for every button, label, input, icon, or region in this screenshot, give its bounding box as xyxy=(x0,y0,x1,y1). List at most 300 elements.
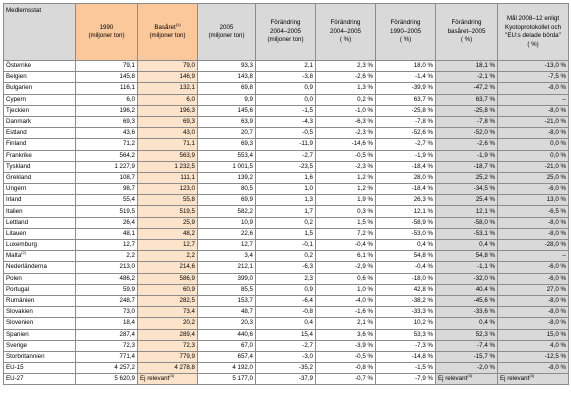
value-cell xyxy=(198,295,256,306)
value-cell xyxy=(76,116,138,127)
value-cell xyxy=(138,184,198,195)
cell-text: -1,5 xyxy=(302,106,313,114)
value-cell xyxy=(256,262,316,273)
cell-text: -6,3 % xyxy=(355,118,373,126)
cell-text: 63,7 % xyxy=(475,95,495,103)
cell-text: 0,3 % xyxy=(357,207,373,215)
cell-text: 248,7 xyxy=(119,297,135,305)
value-cell xyxy=(256,139,316,150)
value-cell xyxy=(498,284,569,295)
cell-text: -1,1 % xyxy=(477,263,495,271)
cell-text: 4,0 % xyxy=(550,341,566,349)
header-row xyxy=(4,4,569,61)
value-cell xyxy=(498,128,569,139)
cell-text: Grekland xyxy=(6,173,32,181)
cell-text: 1,5 % xyxy=(357,218,373,226)
value-cell xyxy=(198,240,256,251)
cell-text: -0,1 xyxy=(302,241,313,249)
cell-text: Slovenien xyxy=(6,319,34,327)
footnote-marker: (2) xyxy=(21,250,27,256)
cell-text: 2,3 % xyxy=(357,62,373,70)
cell-text: -3,0 xyxy=(302,352,313,360)
header-text-line: Förändring xyxy=(330,19,361,27)
value-cell xyxy=(376,139,436,150)
cell-text: 0,4 % xyxy=(479,241,495,249)
value-cell xyxy=(138,240,198,251)
value-cell xyxy=(316,72,376,83)
cell-text: 2,2 xyxy=(126,252,135,260)
cell-text: 43,6 xyxy=(122,129,135,137)
footnote-marker: (3) xyxy=(169,373,175,379)
value-cell xyxy=(436,128,498,139)
cell-text: 123,0 xyxy=(179,185,195,193)
cell-text: 98,7 xyxy=(122,185,135,193)
value-cell xyxy=(498,262,569,273)
value-cell xyxy=(256,161,316,172)
cell-text: 145,6 xyxy=(237,106,253,114)
value-cell xyxy=(498,161,569,172)
header-text-line: (miljoner ton) xyxy=(267,36,304,44)
value-cell xyxy=(498,228,569,239)
footnote-marker: (1) xyxy=(175,21,181,27)
cell-text: 79,1 xyxy=(122,62,135,70)
cell-text: 0,0 xyxy=(304,95,313,103)
cell-text: 54,8 % xyxy=(413,252,433,260)
cell-text: 0,2 xyxy=(304,252,313,260)
cell-text: -7,8 % xyxy=(415,118,433,126)
table-row xyxy=(4,150,569,161)
value-cell xyxy=(498,195,569,206)
cell-text: 771,4 xyxy=(119,352,135,360)
cell-text: -0,7 % xyxy=(355,375,373,383)
cell-text: Tyskland xyxy=(6,162,31,170)
value-cell xyxy=(316,351,376,362)
cell-text: 72,3 xyxy=(122,341,135,349)
cell-text: -58,0 % xyxy=(473,218,495,226)
cell-text: 0,2 xyxy=(304,218,313,226)
cell-text: -14,8 % xyxy=(411,352,433,360)
cell-text: 20,3 xyxy=(240,319,253,327)
cell-text: -6,0 % xyxy=(548,185,566,193)
value-cell xyxy=(316,318,376,329)
cell-text: 63,7 % xyxy=(413,95,433,103)
cell-text: 80,5 xyxy=(240,185,253,193)
value-cell xyxy=(198,94,256,105)
cell-text: 28,0 % xyxy=(413,173,433,181)
cell-text: -35,2 xyxy=(298,364,313,372)
cell-text: 71,2 xyxy=(122,140,135,148)
value-cell xyxy=(436,184,498,195)
value-cell xyxy=(256,307,316,318)
cell-text: 25,9 xyxy=(182,218,195,226)
cell-text: -37,9 xyxy=(298,375,313,383)
value-cell xyxy=(376,284,436,295)
cell-text: -0,4 % xyxy=(355,241,373,249)
value-cell xyxy=(316,307,376,318)
cell-text: -7,9 % xyxy=(415,375,433,383)
cell-text: -1,6 % xyxy=(355,308,373,316)
footnote-marker: (3) xyxy=(529,373,535,379)
header-kyoto-target-pct xyxy=(498,4,569,61)
cell-text: 2,2 xyxy=(186,252,195,260)
value-cell xyxy=(138,139,198,150)
cell-text: 519,5 xyxy=(179,207,195,215)
value-cell xyxy=(498,251,569,262)
member-state-cell xyxy=(4,307,76,318)
cell-text: 196,2 xyxy=(119,106,135,114)
cell-text: 4 278,8 xyxy=(174,364,195,372)
cell-text: 1 001,5 xyxy=(232,162,253,170)
value-cell xyxy=(316,172,376,183)
value-cell xyxy=(376,351,436,362)
cell-text: 5 177,0 xyxy=(232,375,253,383)
table-row xyxy=(4,262,569,273)
value-cell xyxy=(498,363,569,374)
cell-text: -0,8 % xyxy=(355,364,373,372)
emissions-table-container xyxy=(3,3,568,385)
value-cell xyxy=(256,94,316,105)
value-cell xyxy=(76,128,138,139)
table-row xyxy=(4,72,569,83)
cell-text: 399,0 xyxy=(237,274,253,282)
value-cell xyxy=(316,340,376,351)
cell-text: Ej relevant xyxy=(500,375,530,383)
cell-text: 1,3 xyxy=(304,196,313,204)
cell-text: Irland xyxy=(6,196,22,204)
value-cell xyxy=(316,83,376,94)
header-text-line: (miljoner ton) xyxy=(88,32,125,39)
value-cell xyxy=(256,251,316,262)
cell-text: 3,4 xyxy=(244,252,253,260)
cell-text: 85,5 xyxy=(240,285,253,293)
value-cell xyxy=(256,172,316,183)
table-row xyxy=(4,318,569,329)
value-cell xyxy=(76,161,138,172)
value-cell xyxy=(316,139,376,150)
value-cell xyxy=(498,217,569,228)
value-cell xyxy=(376,61,436,72)
value-cell xyxy=(138,206,198,217)
cell-text: 0,0 % xyxy=(550,140,566,148)
cell-text: 0,9 xyxy=(304,84,313,92)
value-cell xyxy=(76,83,138,94)
cell-text: 6,0 xyxy=(186,95,195,103)
cell-text: 1 227,9 xyxy=(114,162,135,170)
value-cell xyxy=(256,83,316,94)
value-cell xyxy=(376,94,436,105)
value-cell xyxy=(436,172,498,183)
value-cell xyxy=(376,184,436,195)
member-state-cell xyxy=(4,195,76,206)
value-cell xyxy=(436,150,498,161)
cell-text: Spanien xyxy=(6,330,29,338)
value-cell xyxy=(76,251,138,262)
member-state-cell xyxy=(4,61,76,72)
cell-text: -21,0 % xyxy=(544,162,566,170)
value-cell xyxy=(138,161,198,172)
cell-text: 1 232,5 xyxy=(174,162,195,170)
table-row xyxy=(4,94,569,105)
cell-text: -8,0 % xyxy=(548,319,566,327)
value-cell xyxy=(498,240,569,251)
value-cell xyxy=(138,105,198,116)
value-cell xyxy=(376,363,436,374)
value-cell xyxy=(316,284,376,295)
header-change-2004-2005-pct xyxy=(316,4,376,61)
cell-text: 287,4 xyxy=(119,330,135,338)
value-cell xyxy=(498,307,569,318)
value-cell xyxy=(316,161,376,172)
value-cell xyxy=(76,172,138,183)
cell-text: -12,5 % xyxy=(544,352,566,360)
value-cell xyxy=(138,273,198,284)
value-cell xyxy=(76,228,138,239)
cell-text: -7,3 % xyxy=(415,341,433,349)
cell-text: 67,0 xyxy=(240,341,253,349)
cell-text: Malta xyxy=(6,252,22,260)
table-row xyxy=(4,61,569,72)
value-cell xyxy=(198,318,256,329)
table-row xyxy=(4,172,569,183)
value-cell xyxy=(198,351,256,362)
member-state-cell xyxy=(4,262,76,273)
cell-text: 48,2 xyxy=(182,229,195,237)
value-cell xyxy=(376,217,436,228)
value-cell xyxy=(376,340,436,351)
value-cell xyxy=(198,184,256,195)
value-cell xyxy=(376,83,436,94)
header-base-year xyxy=(138,4,198,61)
value-cell xyxy=(256,195,316,206)
value-cell xyxy=(76,206,138,217)
cell-text: -14,6 % xyxy=(351,140,373,148)
header-text-line: Kyotoprotokollet och xyxy=(504,23,562,31)
value-cell xyxy=(498,340,569,351)
value-cell xyxy=(436,61,498,72)
value-cell xyxy=(256,72,316,83)
header-change-2004-2005-mt xyxy=(256,4,316,61)
value-cell xyxy=(138,351,198,362)
member-state-cell xyxy=(4,284,76,295)
cell-text: 69,9 xyxy=(240,196,253,204)
value-cell xyxy=(198,329,256,340)
table-row xyxy=(4,116,569,127)
cell-text: -18,7 % xyxy=(473,162,495,170)
value-cell xyxy=(436,72,498,83)
cell-text: 12,1 % xyxy=(413,207,433,215)
value-cell xyxy=(436,374,498,385)
member-state-cell xyxy=(4,374,76,385)
cell-text: Cypern xyxy=(6,95,26,103)
value-cell xyxy=(198,61,256,72)
cell-text: 73,0 xyxy=(122,308,135,316)
value-cell xyxy=(198,116,256,127)
value-cell xyxy=(76,295,138,306)
value-cell xyxy=(376,262,436,273)
value-cell xyxy=(198,273,256,284)
table-row xyxy=(4,374,569,385)
value-cell xyxy=(256,363,316,374)
cell-text: -2,7 xyxy=(302,341,313,349)
cell-text: 779,9 xyxy=(179,352,195,360)
table-row xyxy=(4,206,569,217)
header-1990 xyxy=(76,4,138,61)
cell-text: – xyxy=(562,95,566,103)
value-cell xyxy=(198,374,256,385)
value-cell xyxy=(76,363,138,374)
cell-text: 0,4 xyxy=(304,319,313,327)
value-cell xyxy=(256,273,316,284)
cell-text: -0,4 % xyxy=(415,263,433,271)
cell-text: 519,5 xyxy=(119,207,135,215)
cell-text: -39,9 % xyxy=(411,84,433,92)
cell-text: 79,0 xyxy=(182,62,195,70)
cell-text: -13,0 % xyxy=(544,62,566,70)
value-cell xyxy=(256,184,316,195)
value-cell xyxy=(436,295,498,306)
member-state-cell xyxy=(4,295,76,306)
value-cell xyxy=(256,116,316,127)
cell-text: -8,0 % xyxy=(548,229,566,237)
cell-text: 2,3 xyxy=(304,274,313,282)
cell-text: -2,6 % xyxy=(477,140,495,148)
cell-text: 12,7 xyxy=(122,241,135,249)
header-text-line: ( %) xyxy=(339,36,352,44)
member-state-cell xyxy=(4,116,76,127)
value-cell xyxy=(498,116,569,127)
value-cell xyxy=(436,307,498,318)
value-cell xyxy=(498,318,569,329)
cell-text: 20,7 xyxy=(240,129,253,137)
value-cell xyxy=(76,195,138,206)
cell-text: -11,9 xyxy=(299,140,313,148)
value-cell xyxy=(436,340,498,351)
cell-text: -7,5 % xyxy=(548,73,566,81)
value-cell xyxy=(436,161,498,172)
cell-text: 108,7 xyxy=(119,173,135,181)
header-text-line: Medlemsstat xyxy=(6,7,42,14)
value-cell xyxy=(376,307,436,318)
value-cell xyxy=(198,206,256,217)
cell-text: 15,4 xyxy=(300,330,313,338)
member-state-cell xyxy=(4,240,76,251)
value-cell xyxy=(498,172,569,183)
cell-text: 48,1 xyxy=(122,229,135,237)
value-cell xyxy=(498,83,569,94)
cell-text: -6,4 xyxy=(302,297,313,305)
value-cell xyxy=(198,172,256,183)
value-cell xyxy=(138,150,198,161)
cell-text: -32,0 % xyxy=(473,274,495,282)
value-cell xyxy=(138,94,198,105)
cell-text: -8,0 % xyxy=(548,308,566,316)
header-text-line: Förändring xyxy=(390,19,421,27)
cell-text: -25,8 % xyxy=(411,106,433,114)
table-row xyxy=(4,329,569,340)
value-cell xyxy=(436,228,498,239)
member-state-cell xyxy=(4,94,76,105)
cell-text: 72,3 xyxy=(182,341,195,349)
cell-text: -15,7 % xyxy=(473,352,495,360)
cell-text: 63,9 xyxy=(240,118,253,126)
value-cell xyxy=(138,363,198,374)
cell-text: EU-27 xyxy=(6,375,24,383)
cell-text: 196,3 xyxy=(179,106,195,114)
value-cell xyxy=(256,128,316,139)
member-state-cell xyxy=(4,83,76,94)
value-cell xyxy=(376,273,436,284)
cell-text: 1,0 % xyxy=(357,285,373,293)
value-cell xyxy=(198,72,256,83)
value-cell xyxy=(316,61,376,72)
value-cell xyxy=(198,139,256,150)
value-cell xyxy=(436,195,498,206)
cell-text: 1,3 % xyxy=(357,84,373,92)
value-cell xyxy=(436,206,498,217)
member-state-cell xyxy=(4,105,76,116)
value-cell xyxy=(376,295,436,306)
cell-text: Danmark xyxy=(6,118,32,126)
value-cell xyxy=(376,240,436,251)
value-cell xyxy=(138,340,198,351)
cell-text: -8,0 % xyxy=(548,297,566,305)
cell-text: 7,2 % xyxy=(357,229,373,237)
cell-text: 6,0 xyxy=(126,95,135,103)
cell-text: 0,9 xyxy=(304,285,313,293)
value-cell xyxy=(138,217,198,228)
cell-text: Estland xyxy=(6,129,27,137)
cell-text: EU-15 xyxy=(6,364,24,372)
cell-text: -33,3 % xyxy=(411,308,433,316)
table-row xyxy=(4,340,569,351)
header-text-line: (miljoner ton) xyxy=(149,32,186,39)
cell-text: 553,4 xyxy=(237,151,253,159)
value-cell xyxy=(316,228,376,239)
cell-text: 563,9 xyxy=(179,151,195,159)
table-row xyxy=(4,295,569,306)
value-cell xyxy=(436,94,498,105)
table-row xyxy=(4,307,569,318)
cell-text: -7,4 % xyxy=(477,341,495,349)
header-text-line: basåret–2005 xyxy=(447,27,486,35)
value-cell xyxy=(376,374,436,385)
cell-text: 143,8 xyxy=(237,73,253,81)
value-cell xyxy=(436,105,498,116)
header-text-line: "EU:s delade börda" xyxy=(505,32,561,39)
value-cell xyxy=(436,273,498,284)
cell-text: -18,4 % xyxy=(411,185,433,193)
cell-text: Ej relevant xyxy=(140,375,170,383)
cell-text: 73,4 xyxy=(182,308,195,316)
cell-text: 10,9 xyxy=(240,218,253,226)
value-cell xyxy=(138,228,198,239)
value-cell xyxy=(76,273,138,284)
header-text-line: 1990–2005 xyxy=(390,27,421,35)
header-text-line: Förändring xyxy=(451,19,482,27)
cell-text: -0,5 % xyxy=(355,151,373,159)
cell-text: -18,4 % xyxy=(411,162,433,170)
value-cell xyxy=(498,139,569,150)
value-cell xyxy=(498,61,569,72)
cell-text: 48,7 xyxy=(240,308,253,316)
cell-text: Finland xyxy=(6,140,27,148)
cell-text: 139,2 xyxy=(237,173,253,181)
cell-text: -8,0 % xyxy=(548,218,566,226)
cell-text: Österrike xyxy=(6,62,32,70)
cell-text: Rumänien xyxy=(6,297,35,305)
cell-text: 71,1 xyxy=(182,140,195,148)
cell-text: 26,4 xyxy=(122,218,135,226)
